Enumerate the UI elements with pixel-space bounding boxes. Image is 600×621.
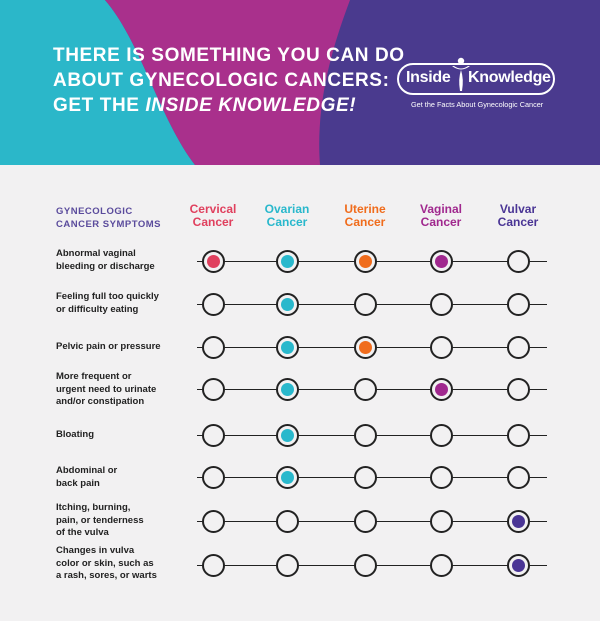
- column-header-line-2: Cancer: [344, 215, 386, 229]
- symptoms-header-line-1: GYNECOLOGIC: [56, 206, 133, 217]
- headline-prefix: GET THE: [53, 95, 146, 116]
- header-banner: [0, 0, 600, 165]
- column-header-vulvar: [478, 203, 558, 229]
- symptom-marker-empty: [202, 336, 225, 359]
- symptoms-column-header: [56, 205, 161, 231]
- marker-fill-dot: [512, 515, 525, 528]
- symptom-label-line: Bloating: [56, 429, 94, 440]
- headline-emphasis: INSIDE KNOWLEDGE!: [145, 95, 357, 116]
- symptom-marker-empty: [202, 293, 225, 316]
- symptom-label-line: bleeding or discharge: [56, 260, 155, 272]
- symptom-label-line: Feeling full too quickly: [56, 291, 159, 302]
- marker-fill-dot: [512, 559, 525, 572]
- symptom-marker-empty: [507, 424, 530, 447]
- marker-fill-dot: [435, 383, 448, 396]
- symptom-marker-empty: [430, 510, 453, 533]
- logo-word-inside: Inside: [406, 69, 451, 86]
- symptom-marker-empty: [354, 293, 377, 316]
- headline-line-3: [53, 95, 356, 117]
- marker-fill-dot: [281, 471, 294, 484]
- symptom-marker-empty: [354, 510, 377, 533]
- symptom-label-line: and/or constipation: [56, 396, 145, 407]
- headline-line-2: ABOUT GYNECOLOGIC CANCERS:: [53, 70, 390, 91]
- marker-fill-dot: [281, 383, 294, 396]
- symptom-marker-empty: [507, 250, 530, 273]
- symptom-marker-filled: [430, 378, 453, 401]
- symptom-marker-empty: [507, 466, 530, 489]
- symptom-marker-empty: [430, 293, 453, 316]
- symptom-marker-empty: [202, 466, 225, 489]
- symptom-label: [56, 465, 117, 490]
- column-header-line-1: Vaginal: [419, 202, 463, 216]
- column-header-uterine: [325, 203, 405, 229]
- column-header-cervical: [173, 203, 253, 229]
- symptom-marker-empty: [202, 554, 225, 577]
- marker-fill-dot: [281, 298, 294, 311]
- logo-tagline: Get the Facts About Gynecologic Cancer: [411, 100, 544, 109]
- symptom-label-line: of the vulva: [56, 527, 109, 538]
- symptom-marker-filled: [430, 250, 453, 273]
- marker-fill-dot: [435, 255, 448, 268]
- symptom-marker-empty: [354, 466, 377, 489]
- column-header-line-1: Uterine: [344, 202, 386, 216]
- column-header-line-1: Ovarian: [264, 202, 310, 216]
- column-header-line-2: Cancer: [420, 215, 462, 229]
- symptom-label-line: Abnormal vaginal: [56, 248, 136, 259]
- symptoms-header-line-2: CANCER SYMPTOMS: [56, 219, 161, 230]
- symptom-marker-empty: [354, 554, 377, 577]
- symptom-label-line: More frequent or: [56, 371, 132, 382]
- symptom-marker-filled: [507, 510, 530, 533]
- symptom-marker-filled: [276, 466, 299, 489]
- logo-word-knowledge: Knowledge: [468, 69, 551, 86]
- symptom-label-line: color or skin, such as: [56, 557, 154, 569]
- symptom-label-line: pain, or tenderness: [56, 514, 144, 526]
- symptom-marker-empty: [202, 510, 225, 533]
- marker-fill-dot: [359, 341, 372, 354]
- symptom-marker-empty: [202, 378, 225, 401]
- symptom-marker-filled: [276, 250, 299, 273]
- symptom-label-line: or difficulty eating: [56, 303, 139, 315]
- symptom-marker-filled: [354, 336, 377, 359]
- symptom-marker-empty: [507, 336, 530, 359]
- symptom-marker-empty: [430, 466, 453, 489]
- symptom-marker-empty: [276, 510, 299, 533]
- column-header-line-1: Cervical: [189, 202, 237, 216]
- symptom-marker-empty: [354, 378, 377, 401]
- symptom-marker-empty: [507, 293, 530, 316]
- column-header-line-2: Cancer: [192, 215, 234, 229]
- symptom-label-line: back pain: [56, 477, 100, 489]
- symptom-marker-filled: [507, 554, 530, 577]
- symptom-label-line: Pelvic pain or pressure: [56, 341, 161, 352]
- column-header-line-1: Vulvar: [499, 202, 537, 216]
- symptom-marker-empty: [354, 424, 377, 447]
- symptom-marker-empty: [202, 424, 225, 447]
- column-header-vaginal: [401, 203, 481, 229]
- symptom-label: [56, 248, 155, 273]
- symptom-label: [56, 502, 144, 540]
- marker-fill-dot: [281, 429, 294, 442]
- symptom-label: [56, 341, 161, 354]
- symptom-marker-filled: [354, 250, 377, 273]
- symptom-marker-empty: [507, 378, 530, 401]
- column-header-line-2: Cancer: [266, 215, 308, 229]
- symptom-marker-filled: [276, 336, 299, 359]
- symptom-label-line: Itching, burning,: [56, 502, 131, 513]
- symptom-label-line: Changes in vulva: [56, 545, 135, 556]
- column-header-line-2: Cancer: [497, 215, 539, 229]
- marker-fill-dot: [281, 255, 294, 268]
- symptom-marker-empty: [430, 424, 453, 447]
- symptom-table: [0, 165, 600, 621]
- symptom-marker-filled: [276, 293, 299, 316]
- symptom-marker-filled: [202, 250, 225, 273]
- symptom-label: [56, 291, 159, 316]
- symptom-marker-empty: [276, 554, 299, 577]
- column-header-ovarian: [247, 203, 327, 229]
- headline-line-1: THERE IS SOMETHING YOU CAN DO: [53, 45, 405, 66]
- symptom-label: [56, 545, 157, 583]
- symptom-marker-empty: [430, 336, 453, 359]
- symptom-marker-filled: [276, 424, 299, 447]
- symptom-label: [56, 429, 94, 442]
- symptom-label-line: a rash, sores, or warts: [56, 570, 157, 581]
- symptom-label-line: urgent need to urinate: [56, 383, 157, 395]
- marker-fill-dot: [207, 255, 220, 268]
- inside-knowledge-logo: [397, 55, 563, 115]
- marker-fill-dot: [359, 255, 372, 268]
- symptom-marker-filled: [276, 378, 299, 401]
- symptom-label: [56, 371, 156, 409]
- symptom-label-line: Abdominal or: [56, 465, 118, 476]
- symptom-marker-empty: [430, 554, 453, 577]
- marker-fill-dot: [281, 341, 294, 354]
